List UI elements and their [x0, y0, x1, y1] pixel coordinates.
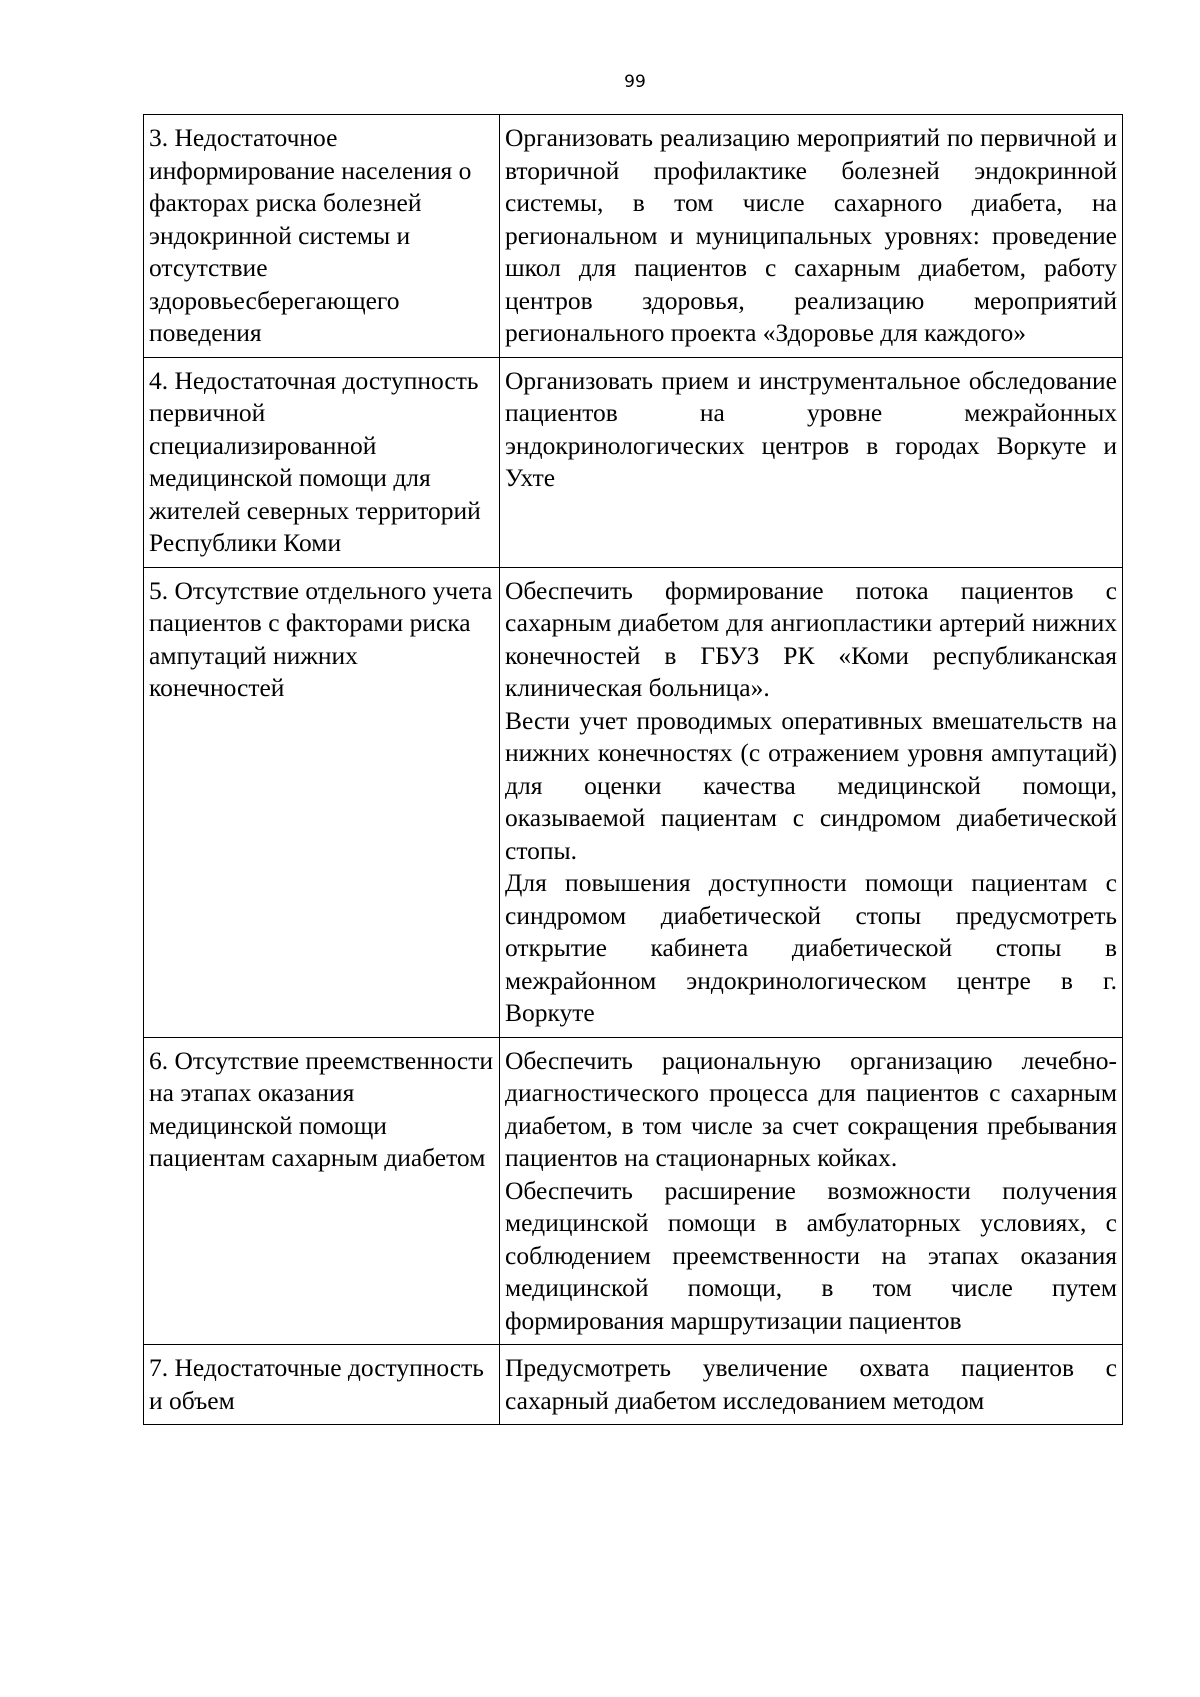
- measure-cell: [500, 357, 1123, 567]
- measure-paragraph: Предусмотреть увеличение охвата пациентов с сахарный диабетом исследованием методом: [505, 1353, 1117, 1415]
- table-row: [144, 1345, 1123, 1425]
- problem-cell: 5. Отсутствие отдельного учета пациентов с факторами риска ампутаций нижних конечностей: [144, 567, 500, 1037]
- table-row: [144, 567, 1123, 1037]
- measure-paragraph: Обеспечить формирование потока пациентов с сахарным диабетом для ангиопластики артерий нижних конечностей в ГБУЗ РК «Коми республиканская клиническая больница».: [505, 575, 1117, 702]
- measure-paragraph: Для повышения доступности помощи пациентам с синдромом диабетической стопы предусмотреть открытие кабинета диабетической стопы в межрайонном эндокринологическом центре в г. Воркуте: [505, 868, 1117, 1027]
- measure-cell: [500, 567, 1123, 1037]
- measure-cell: [500, 1345, 1123, 1425]
- measure-paragraph: Обеспечить рациональную организацию лечебно-диагностического процесса для пациентов с сахарным диабетом, в том числе за счет сокращения пребывания пациентов на стационарных койках.: [505, 1045, 1117, 1172]
- measure-paragraph: Организовать реализацию мероприятий по первичной и вторичной профилактике болезней эндокринной системы, в том числе сахарного диабета, на региональном и муниципальных уровнях: проведение школ для пациентов с сахарным диабетом, работу центров здоровья, реализацию мероприятий регионального проекта «Здоровье для каждого»: [505, 123, 1117, 347]
- problem-cell: 7. Недостаточные доступность и объем: [144, 1345, 500, 1425]
- problem-cell: 3. Недостаточное информирование населения о факторах риска болезней эндокринной системы и отсутствие здоровьесберегающего поведения: [144, 115, 500, 358]
- table-row: [144, 1037, 1123, 1345]
- page-number: 99: [624, 72, 646, 92]
- measure-paragraph: Обеспечить расширение возможности получения медицинской помощи в амбулаторных условиях, с соблюдением преемственности на этапах оказания медицинской помощи, в том числе путем формирования маршрутизации пациентов: [505, 1175, 1117, 1335]
- measure-cell: [500, 115, 1123, 358]
- table-row: [144, 357, 1123, 567]
- problem-cell: 4. Недостаточная доступность первичной специализированной медицинской помощи для жителей северных территорий Республики Коми: [144, 357, 500, 567]
- measure-paragraph: Организовать прием и инструментальное обследование пациентов на уровне межрайонных эндокринологических центров в городах Воркуте и Ухте: [505, 365, 1117, 492]
- problem-cell: 6. Отсутствие преемственности на этапах оказания медицинской помощи пациентам сахарным диабетом: [144, 1037, 500, 1345]
- measure-paragraph: Вести учет проводимых оперативных вмешательств на нижних конечностях (с отражением уровня ампутаций) для оценки качества медицинской помощи, оказываемой пациентам с синдромом диабетической стопы.: [505, 705, 1117, 865]
- table-row: [144, 115, 1123, 358]
- measure-cell: [500, 1037, 1123, 1345]
- measures-table: [143, 114, 1123, 1425]
